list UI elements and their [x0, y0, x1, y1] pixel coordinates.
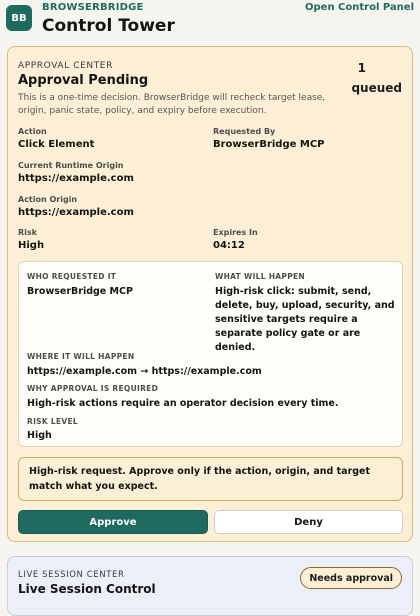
live-session-kicker: LIVE SESSION CENTER — [18, 570, 125, 580]
field-expires-in — [213, 228, 258, 251]
approval-description: This is a one-time decision. BrowserBridge will recheck target lease, origin, panic state, policy, and expiry before execution. — [18, 93, 326, 116]
app-logo: BB — [6, 5, 32, 31]
field-value: Click Element — [18, 139, 95, 150]
field-value: https://example.com — [18, 207, 134, 218]
deny-button[interactable]: Deny — [214, 510, 403, 534]
why-label: WHY APPROVAL IS REQUIRED — [27, 384, 159, 393]
approval-title: Approval Pending — [18, 73, 149, 88]
live-session-title: Live Session Control — [18, 582, 156, 596]
needs-approval-badge[interactable]: Needs approval — [300, 567, 402, 589]
risk-warning-box — [18, 457, 403, 501]
queue-label: queued — [351, 81, 402, 95]
approval-card — [7, 46, 413, 542]
risk-warning-text: High-risk request. Approve only if the action, origin, and target match what you expect. — [29, 466, 371, 492]
what-will-happen-value: High-risk click: submit, send, delete, buy, upload, security, and sensitive targets require a separate policy gate or are denied. — [215, 286, 395, 353]
field-label: Risk — [18, 228, 37, 237]
field-label: Action — [18, 127, 47, 136]
queue-count: 1 — [357, 61, 366, 75]
open-control-panel-link[interactable]: Open Control Panel — [305, 2, 414, 13]
field-action-origin — [18, 195, 134, 218]
live-session-card — [7, 556, 413, 616]
field-value: https://example.com — [18, 173, 134, 184]
risk-level-value: High — [27, 430, 52, 441]
field-label: Current Runtime Origin — [18, 161, 124, 170]
approval-kicker: APPROVAL CENTER — [18, 61, 113, 71]
who-requested-label: WHO REQUESTED IT — [27, 272, 117, 281]
field-value: High — [18, 240, 45, 251]
approval-detail-box — [18, 261, 403, 447]
field-requested-by — [213, 127, 325, 150]
app-header — [0, 0, 420, 42]
field-label: Expires In — [213, 228, 258, 237]
brand-name: BROWSERBRIDGE — [42, 2, 144, 13]
why-value: High-risk actions require an operator decision every time. — [27, 398, 339, 409]
what-will-happen-label: WHAT WILL HAPPEN — [215, 272, 306, 281]
field-label: Action Origin — [18, 195, 78, 204]
field-current-origin — [18, 161, 134, 184]
field-value: BrowserBridge MCP — [213, 139, 325, 150]
field-value: 04:12 — [213, 240, 245, 251]
who-requested-value: BrowserBridge MCP — [27, 286, 133, 297]
approve-button[interactable]: Approve — [18, 510, 208, 534]
where-label: WHERE IT WILL HAPPEN — [27, 352, 135, 361]
field-risk — [18, 228, 44, 251]
field-label: Requested By — [213, 127, 276, 136]
risk-level-label: RISK LEVEL — [27, 417, 78, 426]
field-action — [18, 127, 94, 150]
where-value: https://example.com → https://example.com — [27, 366, 262, 377]
page-title: Control Tower — [42, 16, 175, 36]
